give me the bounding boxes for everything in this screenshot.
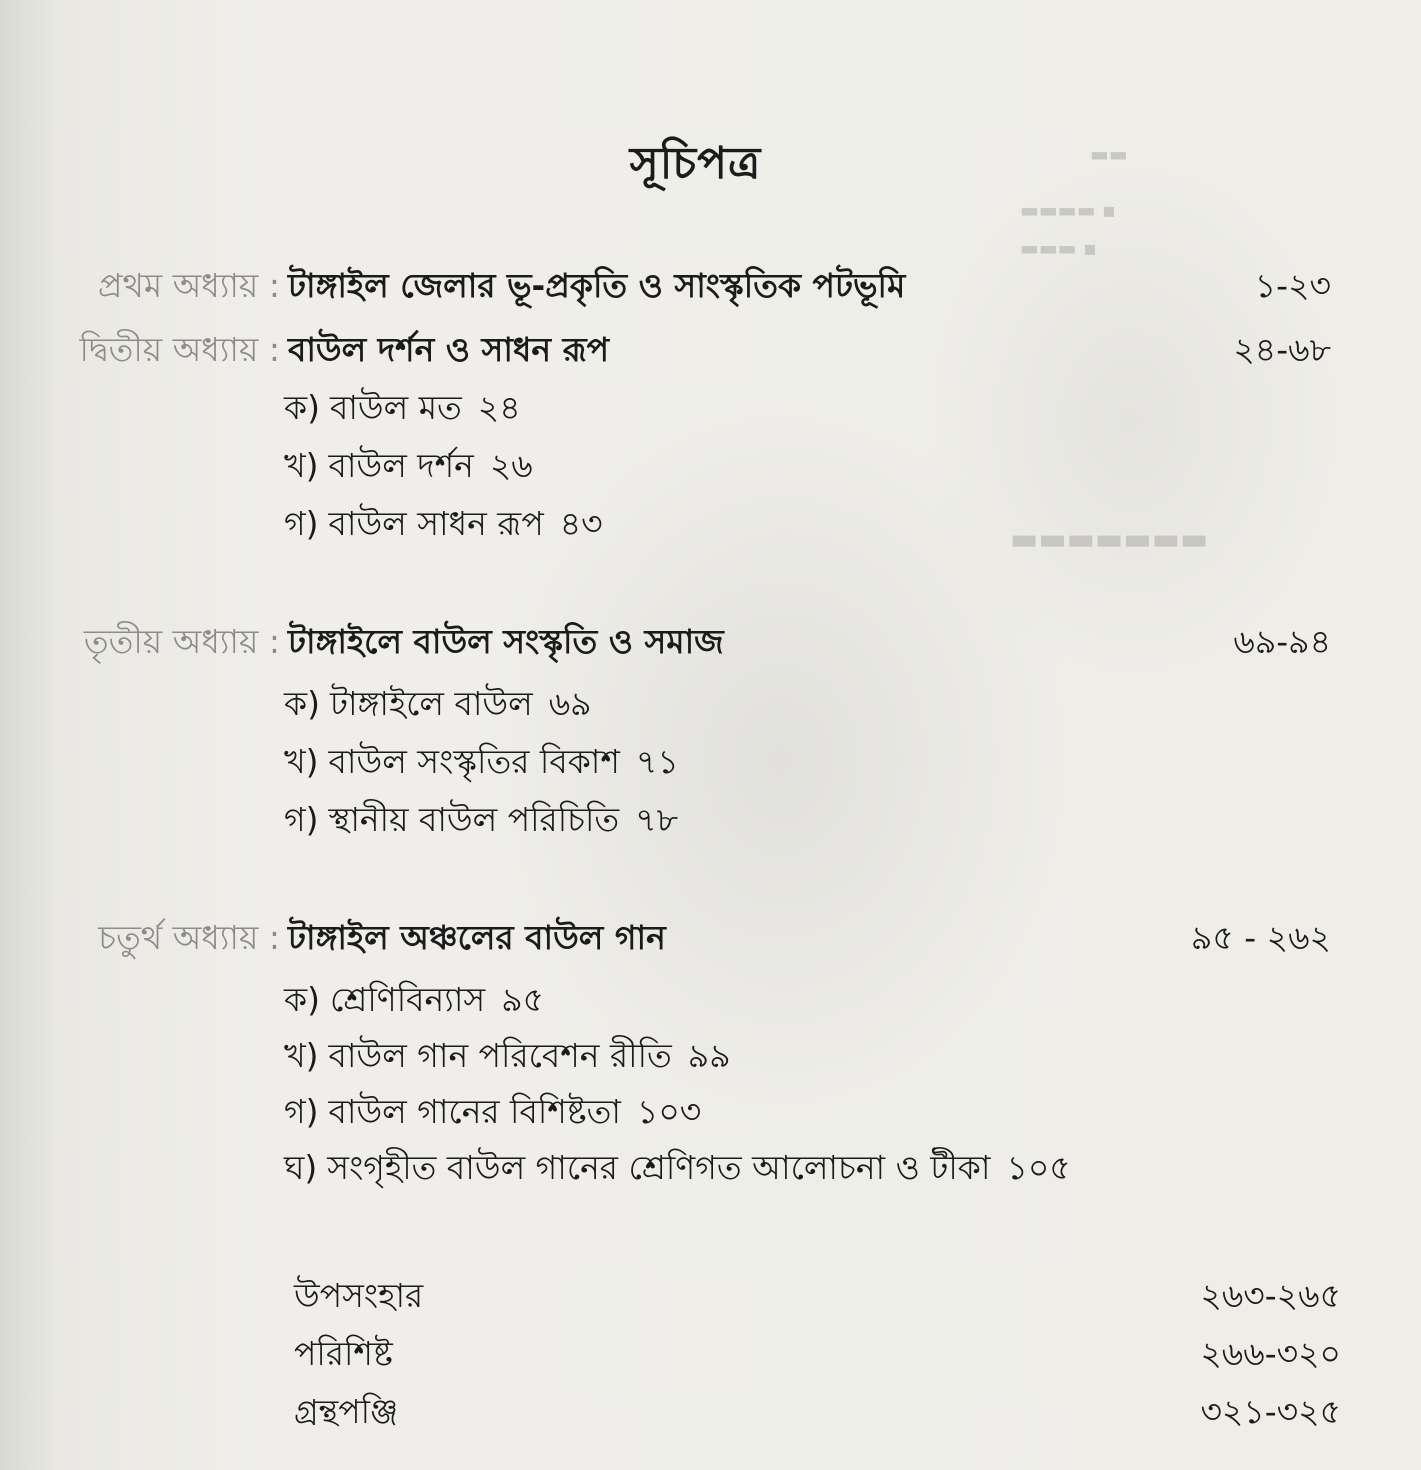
section-marker: ক): [284, 980, 320, 1019]
section-page: ৯৯: [687, 1036, 731, 1075]
section-entry: [284, 792, 678, 848]
chapter-title: টাঙ্গাইল জেলার ভূ-প্রকৃতি ও সাংস্কৃতিক পটভূমি: [288, 266, 906, 305]
section-marker: খ): [284, 446, 319, 485]
chapter-prefix: চতুর্থ অধ্যায় :: [98, 918, 280, 957]
section-page: ১০৫: [1006, 1148, 1071, 1187]
section-entry: [284, 380, 521, 436]
section-entry: [284, 1140, 1071, 1196]
chapter-row: [0, 256, 1421, 316]
section-page: ২৬: [489, 446, 533, 485]
chapter-row: [0, 908, 1421, 968]
section-marker: ক): [284, 684, 320, 723]
section-text: বাউল সাধন রূপ: [328, 504, 544, 543]
section-text: টাঙ্গাইলে বাউল: [329, 684, 533, 723]
section-text: বাউল মত: [329, 388, 462, 427]
chapter-prefix: তৃতীয় অধ্যায় :: [83, 622, 280, 661]
bleed-through-mark: ▬▬: [1090, 142, 1128, 166]
section-marker: গ): [284, 800, 319, 839]
section-entry: [284, 496, 603, 552]
section-marker: খ): [284, 742, 319, 781]
back-matter-row: [0, 1268, 1421, 1324]
section-entry: [284, 972, 544, 1028]
chapter-pages: ৯৫ - ২৬২: [1190, 918, 1331, 957]
page-title: সূচিপত্র: [629, 138, 762, 189]
section-text: বাউল গান পরিবেশন রীতি: [328, 1036, 672, 1075]
bleed-through-mark: ▬▬▬▬▬▬▬: [1010, 522, 1209, 557]
chapter-row: [0, 612, 1421, 672]
back-matter-pages: ২৬৩-২৬৫: [1200, 1276, 1341, 1315]
chapter-row: [0, 320, 1421, 380]
chapter-pages: ২৪-৬৮: [1233, 330, 1331, 369]
chapter-prefix: দ্বিতীয় অধ্যায় :: [79, 330, 280, 369]
back-matter-pages: ২৬৬-৩২০: [1200, 1334, 1341, 1373]
back-matter-label: গ্রন্থপঞ্জি: [294, 1392, 399, 1431]
section-page: ৪৩: [559, 504, 603, 543]
section-page: ২৪: [477, 388, 521, 427]
section-marker: ক): [284, 388, 320, 427]
section-page: ৭৮: [635, 800, 679, 839]
section-entry: [284, 676, 592, 732]
back-matter-pages: ৩২১-৩২৫: [1200, 1392, 1341, 1431]
section-text: বাউল দর্শন: [328, 446, 474, 485]
section-text: স্থানীয় বাউল পরিচিতি: [328, 800, 620, 839]
section-page: ৭১: [635, 742, 679, 781]
section-text: শ্রেণিবিন্যাস: [329, 980, 486, 1019]
section-marker: খ): [284, 1036, 319, 1075]
back-matter-label: উপসংহার: [294, 1276, 424, 1315]
chapter-title: টাঙ্গাইল অঞ্চলের বাউল গান: [288, 918, 666, 957]
section-entry: [284, 438, 533, 494]
section-marker: গ): [284, 504, 319, 543]
section-entry: [284, 1028, 731, 1084]
section-entry: [284, 1084, 701, 1140]
chapter-pages: ৬৯-৯৪: [1233, 622, 1331, 661]
chapter-title: টাঙ্গাইলে বাউল সংস্কৃতি ও সমাজ: [288, 622, 724, 661]
back-matter-row: [0, 1326, 1421, 1382]
chapter-prefix: প্রথম অধ্যায় :: [97, 266, 280, 305]
chapter-title: বাউল দর্শন ও সাধন রূপ: [288, 330, 610, 369]
bleed-through-mark: ▬▬▬▬ ▪: [1020, 198, 1116, 222]
back-matter-row: [0, 1384, 1421, 1440]
bleed-through-mark: ▬▬▬ ▪: [1020, 236, 1097, 260]
section-text: সংগৃহীত বাউল গানের শ্রেণিগত আলোচনা ও টীকা: [327, 1148, 991, 1187]
section-text: বাউল সংস্কৃতির বিকাশ: [328, 742, 620, 781]
section-text: বাউল গানের বিশিষ্টতা: [328, 1092, 621, 1131]
back-matter-label: পরিশিষ্ট: [294, 1334, 393, 1373]
section-page: ৬৯: [548, 684, 592, 723]
section-entry: [284, 734, 679, 790]
chapter-pages: ১-২৩: [1254, 266, 1331, 305]
section-marker: গ): [284, 1092, 319, 1131]
section-marker: ঘ): [284, 1148, 318, 1187]
section-page: ৯৫: [501, 980, 545, 1019]
section-page: ১০৩: [636, 1092, 702, 1131]
